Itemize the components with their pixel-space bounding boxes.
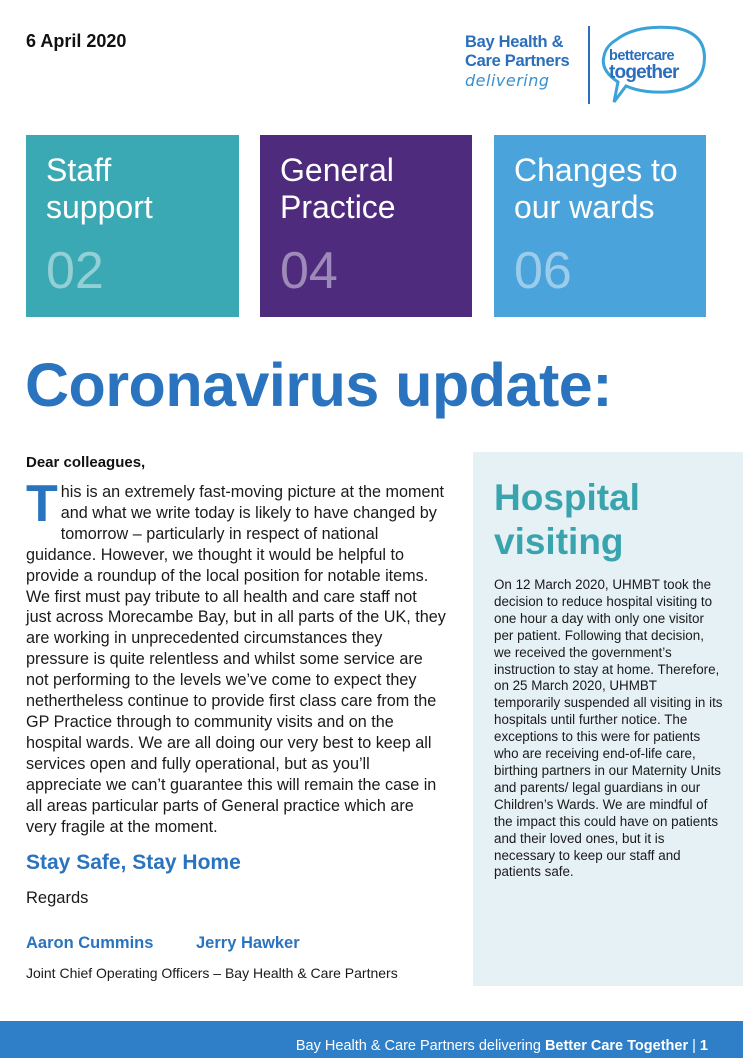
footer-page-number: 1 (699, 1038, 708, 1054)
tile-page-number: 04 (280, 242, 338, 300)
sidebar-heading: Hospital visiting (494, 477, 640, 562)
page-footer (0, 1021, 743, 1058)
letter-body-text: his is an extremely fast-moving picture at the moment and what we write today is likely to have changed by tomorrow – particularly in respect of national guidance. However, we thought it would be helpful to provide a roundup of the local position for notable items. We first must pay tribute to all health and care staff not just across Morecambe Bay, but in all parts of the UK, they are working in unprecedented circumstances they pressure is quite relentless and whilst some service are not performing to the levels we’ve come to expect they nethertheless continue to provide first class care from the GP Practice through to community visits and on the hospital wards. We are all doing our very best to keep all services open and fully operational, but as you’ll appreciate we can’t guarantee this will remain the case in all areas particular parts of General practice which are very fragile at the moment. (26, 483, 446, 836)
tile-page-number: 06 (514, 242, 572, 300)
hospital-visiting-sidebar (473, 452, 743, 986)
issue-date: 6 April 2020 (26, 31, 127, 51)
page-headline: Coronavirus update: (25, 351, 613, 419)
slogan: Stay Safe, Stay Home (26, 851, 241, 874)
sidebar-body: On 12 March 2020, UHMBT took the decision to reduce hospital visiting to one hour a day with only one visitor per patient. Following that decision, we received the government’s instruction to stay at home. Therefore, on 25 March 2020, UHMBT temporarily suspended all visiting in its hospitals until further notice. The exceptions to this were for patients who are receiving end-of-life care, birthing partners in our Maternity Units and parents/ legal guardians in our Children’s Wards. We are mindful of the impact this could have on patients and their loved ones, but it is necessary to keep our staff and patients safe. (494, 577, 723, 880)
signatory-name: Aaron Cummins (26, 934, 154, 952)
logo-bct-line-1: bettercare (609, 48, 675, 64)
bay-health-logo (465, 33, 590, 90)
letter-body (26, 475, 446, 837)
tile-changes-to-wards[interactable] (494, 135, 706, 317)
logo-line-1: Bay Health & (465, 33, 564, 51)
drop-cap: T (26, 475, 58, 533)
footer-text (296, 1038, 708, 1054)
logo-bct-line-2: together (609, 62, 679, 83)
better-care-together-logo (596, 18, 714, 108)
letter-greeting: Dear colleagues, (26, 454, 146, 471)
tile-general-practice[interactable] (260, 135, 472, 317)
signatory-name: Jerry Hawker (196, 934, 300, 952)
logo-line-2: Care Partners (465, 52, 570, 70)
tile-title: Staff support (46, 152, 153, 225)
sign-off: Regards (26, 889, 89, 907)
footer-separator: | (688, 1038, 700, 1054)
tile-staff-support[interactable] (26, 135, 239, 317)
tile-page-number: 02 (46, 242, 104, 300)
signatory-role: Joint Chief Operating Officers – Bay Health & Care Partners (26, 965, 398, 981)
logo-line-3: delivering (465, 71, 550, 90)
tile-title: Changes to our wards (514, 152, 678, 225)
footer-brand: Better Care Together (544, 1038, 689, 1054)
tile-title: General Practice (280, 152, 396, 225)
logo-divider (588, 26, 590, 104)
footer-prefix: Bay Health & Care Partners delivering (295, 1038, 545, 1054)
